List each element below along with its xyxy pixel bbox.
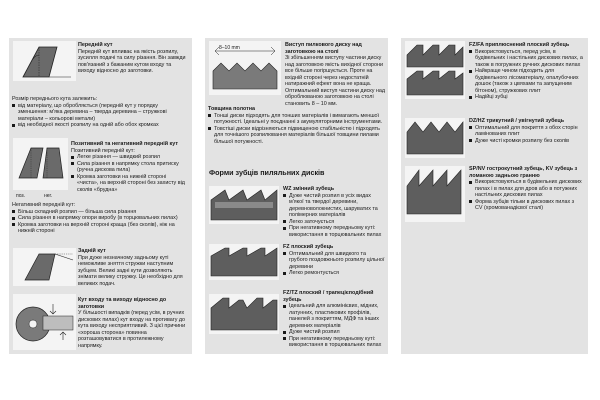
wz-title: WZ змінний зубець [283, 186, 335, 192]
dzhz-tooth-figure [405, 118, 465, 158]
size-dep-title: Розмір переднього кута залежить: [12, 96, 98, 102]
entry-exit-title: Кут входу та виходу відносно до заготовки [78, 297, 167, 310]
pos-neg-figure [13, 138, 68, 190]
fztz-title: FZ/TZ плоский / трапецієподібний зубець [283, 290, 374, 303]
panel-teeth-continued [401, 38, 588, 354]
blade-thickness-title: Товщина полотна [208, 106, 255, 112]
fzfa-title: FZ/FA приплюснений плоский зубець [469, 42, 570, 48]
fz-item: Оптимальний для швидкого та грубого поздовжнього розпилу цільної деревини [283, 251, 385, 271]
fztz-item: При негативному передньому куті: використання в торцювальних пилах [283, 336, 385, 349]
rear-angle-title: Задній кут [78, 248, 106, 254]
blade-thickness-item: Товстіші диски відрізняються підвищеною стабільністю і підходять для точнішого розпилювання матеріалів більшої товщини пилами більшої потужності. [208, 126, 385, 146]
fz-item: Легко ремонтується [283, 270, 385, 277]
overhang-dim-label: 8–10 mm [219, 45, 240, 51]
panel-geometry [9, 38, 192, 354]
wz-item: Дуже чистий розпил в усіх видах м'якої та твердої деревини, деревноволокнистих, шаруватих та полімерних матеріалів [283, 193, 385, 219]
wz-item: При негативному передньому куті: використання в торцювальних пилах [283, 225, 385, 238]
negative-item: Більш складний розпил — більша сила різання [12, 209, 188, 216]
negative-item: Кромка заготовки на верхній стороні краща (без сколів), ніж на нижній стороні [12, 222, 188, 235]
dzhz-title: DZ/HZ трикутний / увігнутий зубець [469, 118, 565, 124]
fztz-item: Ідеальний для алюмінієвих, мідних, латунних, пластикових профілів, панелей з покриттям, МДФ та інших деревних матеріалів [283, 303, 385, 329]
size-dep-item: від матеріалу, що обробляється (передній кут у порядку зменшення: м'яка деревина – тверда деревина – стружкові матеріали – кольорові метали) [12, 103, 188, 123]
pos-neg-title: Позитивний та негативний передній кут [71, 141, 178, 147]
fzfa-item: Використовується, перед усім, в будівельних і настільних дискових пилах, а також в погружних ручних дискових пилах [469, 49, 583, 69]
front-angle-figure [13, 41, 76, 81]
overhang-title: Виступ пилкового диску над заготовкою на столі [285, 42, 362, 55]
fz-tooth-figure [209, 244, 279, 280]
dzhz-item: Оптимальний для покриття з обох сторін ламінованих плит [469, 125, 583, 138]
tooth-forms-title: Форми зубців пиляльних дисків [209, 168, 325, 177]
pos-item: Кромка заготовки на нижній стороні «чиста», на верхній стороні без захисту від сколів «брудна» [71, 174, 187, 194]
fz-title: FZ плоский зубець [283, 244, 334, 250]
front-angle-text: Передній кут впливає на якість розпилу, зусилля подачі та силу різання. Він завжди пов'язаний з бажаним кутом входу та виходу відносно до заготовки. [78, 48, 186, 74]
sp-item: Використовуються в будівельних дискових пилах і в пилах для дров або в потужних настільних дискових пилах [469, 179, 583, 199]
negative-title: Негативний передній кут: [12, 202, 76, 208]
pos-subtitle: Позитивний передній кут: [71, 147, 135, 154]
sp-item: Форма зубців тільки в дискових пилах з CV (хромованадієвої сталі) [469, 199, 583, 212]
wz-tooth-figure [209, 186, 279, 224]
sp-title: SP/NV гострокутний зубець, KV зубець з ломаною задньою гранню [469, 166, 578, 179]
sp-tooth-figure [405, 166, 465, 222]
fztz-tooth-figure [209, 294, 279, 334]
pos-item: Сила різання в напрямку стола притиску (ручна дискова пила) [71, 161, 187, 174]
overhang-text: Зі збільшенням виступу частини диску над заготовкою якість вихідної сторони все більше погіршується. Проте на вхідній стороні через недостатній натиражний ефект вона не краща. Оптимальний виступ частини диску над оброблюваною заготовкою на столі становить 8 – 10 мм. [285, 55, 386, 107]
fzfa-tooth-figure [405, 41, 465, 99]
entry-exit-text: У більшості випадків (перед усім, в ручних дискових пилах) кут входу на противагу до кута виходу несприятливий. З цієї причини «хороша сторона» повинна розташовуватися в протилежному напрямку. [78, 310, 186, 349]
rear-angle-figure [13, 248, 76, 286]
panel-overhang-teeth [205, 38, 388, 354]
front-angle-title: Передній кут [78, 42, 113, 48]
pos-item: Легке різання — швидкий розпил [71, 154, 187, 161]
dzhz-item: Дуже чисті кромки розпилу без сколів [469, 138, 583, 145]
fzfa-item: Надійці зубці [469, 94, 583, 101]
pos-label: поз. [16, 193, 26, 199]
entry-exit-figure [13, 294, 76, 350]
wz-item: Легко заточується [283, 219, 385, 226]
rear-angle-text: При дуже незначному задньому куті неможливе зняття стружки наступним зубцем. Великі задні кути дозволяють знімати велику стружку. Це необхідно для великих подач. [78, 254, 183, 287]
negative-item: Сила різання в напрямку опори виробу (в торцювальних пилах) [12, 215, 188, 222]
blade-thickness-item: Тонші диски підходять для тонших матеріалів і вимагають меншої потужності. Ідеальні у поєднанні з акумуляторними інструментами. [208, 113, 385, 126]
fztz-item: Дуже чистий розпил [283, 329, 385, 336]
fzfa-item: Найкраще чином підходить для будівельного лісоматеріалу, опалубочних дошок (також з цвяхами та запущеним бітоном), стружкових плит [469, 68, 583, 94]
neg-label: нег. [44, 193, 53, 199]
size-dep-item: від необхідної якості розпилу на одній або обох кромках [12, 122, 188, 129]
